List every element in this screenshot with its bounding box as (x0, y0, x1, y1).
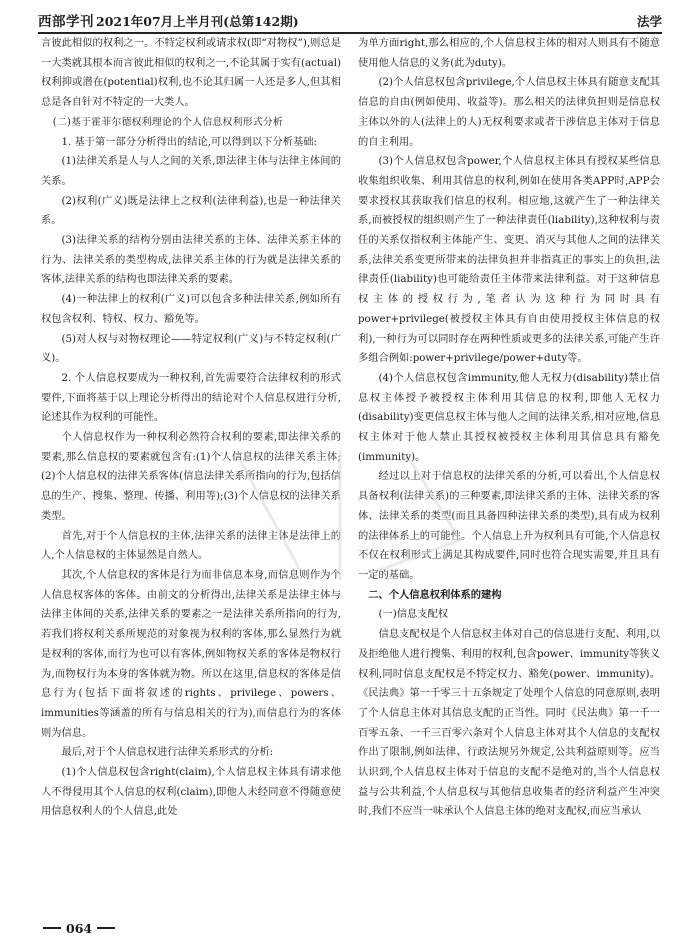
journal-logo: 西部学刊 (38, 14, 94, 30)
paragraph: 1. 基于第一部分分析得出的结论,可以得到以下分析基础: (61, 135, 318, 148)
section-label: 法学 (636, 14, 662, 29)
paragraph: (4)个人信息权包含immunity,他人无权力(disability)禁止信息权主体授予被授权主体利用其信息的权利,即他人无权力(disability)变更信息权主体与他人之间的法律关系,相对应地,信息权主体对于他人禁止其授权被授权主体利用其信息具有豁免(immunity)。 (358, 371, 660, 463)
paragraph: 言彼此相似的权利之一。不特定权利或请求权(即“对物权”),则总是一大类就其根本而言彼此相似的权利之一,不论其属于实有(actual)权利抑或潜在(potential)权利,也不论其归属一人还是多人,但其相总是各自针对不特定的一大类人。 (41, 37, 341, 109)
paragraph: 最后,对于个人信息权进行法律关系形式的分析: (61, 746, 274, 759)
page-footer (38, 919, 120, 937)
paragraph: (2)权利(广义)既是法律上之权利(法律利益),也是一种法律关系。 (41, 194, 341, 227)
footer-dash-right (97, 927, 115, 929)
subsection-title: (二)基于霍菲尔德权利理论的个人信息权利形式分析 (52, 116, 284, 128)
paragraph: 其次,个人信息权的客体是行为而非信息本身,而信息则作为个人信息权客体的客体。由前文的分析得出,法律关系是法律主体与法律主体间的关系,法律关系的要素之一是法律关系所指向的行为,若我们将权利关系所规范的对象视为权利的客体,那么显然行为就是权利的客体,而行为也可以有客体,例如物权关系的客体是物权行为,而物权行为本身的客体就为物。所以在这里,信息权的客体是信息行为(包括下面将叙述的rights、privilege、powers、immunities等涵盖的所有与信息相关的行为),而信息行为的客体则为信息。 (41, 568, 341, 739)
right-column (358, 34, 660, 822)
issue-info: 2021年07月上半月刊(总第142期) (96, 14, 299, 29)
paragraph: 为单方面right,那么相应的,个人信息权主体的相对人则具有不随意使用他人信息的义务(此为duty)。 (358, 37, 660, 69)
paragraph: 信息支配权是个人信息权主体对自己的信息进行支配、利用,以及拒绝他人进行搜集、利用的权利,包含power、immunity等狭义权利,同时信息支配权是不特定权力、豁免(power、immunity)。《民法典》第一千零三十五条规定了处理个人信息的同意原则,表明了个人信息主体对其信息支配的正当性。同时《民法典》第一千一百零五条、一千三百零六条对个人信息主体对其个人信息的支配权作出了限制,例如法律、行政法规另外规定,公共利益原则等。应当认识到,个人信息权主体对于信息的支配不是绝对的,当个人信息权益与公共利益,个人信息权与其他信息收集者的经济利益产生冲突时,我们不应当一味承认个人信息主体的绝对支配权,而应当承认 (358, 628, 660, 818)
paragraph: (5)对人权与对物权理论——特定权利(广义)与不特定权利(广义)。 (41, 332, 341, 365)
paragraph: (1)法律关系是人与人之间的关系,即法律主体与法律主体间的关系。 (41, 155, 341, 187)
paragraph: (1)个人信息权包含right(claim),个人信息权主体具有请求他人不得侵用其个人信息的权利(claim),即他人未经同意不得随意使用信息权利人的个人信息,此处 (41, 766, 341, 818)
page-header (38, 8, 662, 34)
paragraph: (3)法律关系的结构分别由法律关系的主体、法律关系主体的行为、法律关系的类型构成,法律关系主体的行为就是法律关系的客体,法律关系的结构也即法律关系的要素。 (41, 234, 341, 286)
page-number: 064 (66, 920, 93, 936)
left-column (41, 34, 341, 822)
header-left (38, 10, 299, 30)
paragraph: 2. 个人信息权要成为一种权利,首先需要符合法律权利的形式要件,下面将基于以上理论分析得出的结论对个人信息权进行分析,论述其作为权利的可能性。 (41, 371, 341, 424)
paragraph: 个人信息权作为一种权利必然符合权利的要素,即法律关系的要素,那么信息权的要素就包含有:(1)个人信息权的法律关系主体;(2)个人信息权的法律关系客体(信息法律关系所指向的行为,包括信息的生产、搜集、整理、传播、利用等);(3)个人信息权的法律关系类型。 (41, 431, 341, 522)
paragraph: (3)个人信息权包含power,个人信息权主体具有授权某些信息收集组织收集、利用其信息的权利,例如在使用各类APP时,APP会要求授权其获取我们信息的权利。相应地,这就产生了一种法律关系,而被授权的组织则产生了一种法律责任(liability),这种权利与责任的关系仅指权利主体能产生、变更、消灭与其他人之间的法律关系,法律关系变更所带来的法律负担并非指真正的事实上的负担,法律责任(liability)也可能给责任主体带来法律利益。对于这种信息权主体的授权行为,笔者认为这种行为同时具有power+privilege(被授权主体具有自由使用授权主体信息的权利),一种行为可以同时存在两种性质或更多的法律关系,可能产生许多组合例如:power+privilege/power+duty等。 (358, 155, 660, 365)
paragraph: (4)一种法律上的权利(广义)可以包含多种法律关系,例如所有权包含权利、特权、权力、豁免等。 (41, 293, 341, 325)
footer-dash-left (43, 927, 61, 929)
paragraph: 首先,对于个人信息权的主体,法律关系的法律主体是法律上的人,个人信息权的主体显然是自然人。 (41, 529, 341, 562)
subsection-heading: (一)信息支配权 (378, 608, 448, 621)
section-heading: 二、个人信息权利体系的建构 (368, 588, 502, 601)
paragraph: (2)个人信息权包含privilege,个人信息权主体具有随意支配其信息的自由(例如使用、收益等)。那么相关的法律负担则是信息权主体以外的人(法律上的人)无权利要求或者干涉信息主体对于信息的自主利用。 (358, 76, 660, 148)
paragraph: 经过以上对于信息权的法律关系的分析,可以看出,个人信息权具备权利(法律关系)的三种要素,即法律关系的主体、法律关系的客体、法律关系的类型(而且具备四种法律关系的类型),具有成为权利的法律体系上的可能性。个人信息上升为权利具有可能,个人信息权不仅在权利形式上满足其构成要件,同时也符合现实需要,并且具有一定的基础。 (358, 470, 660, 581)
